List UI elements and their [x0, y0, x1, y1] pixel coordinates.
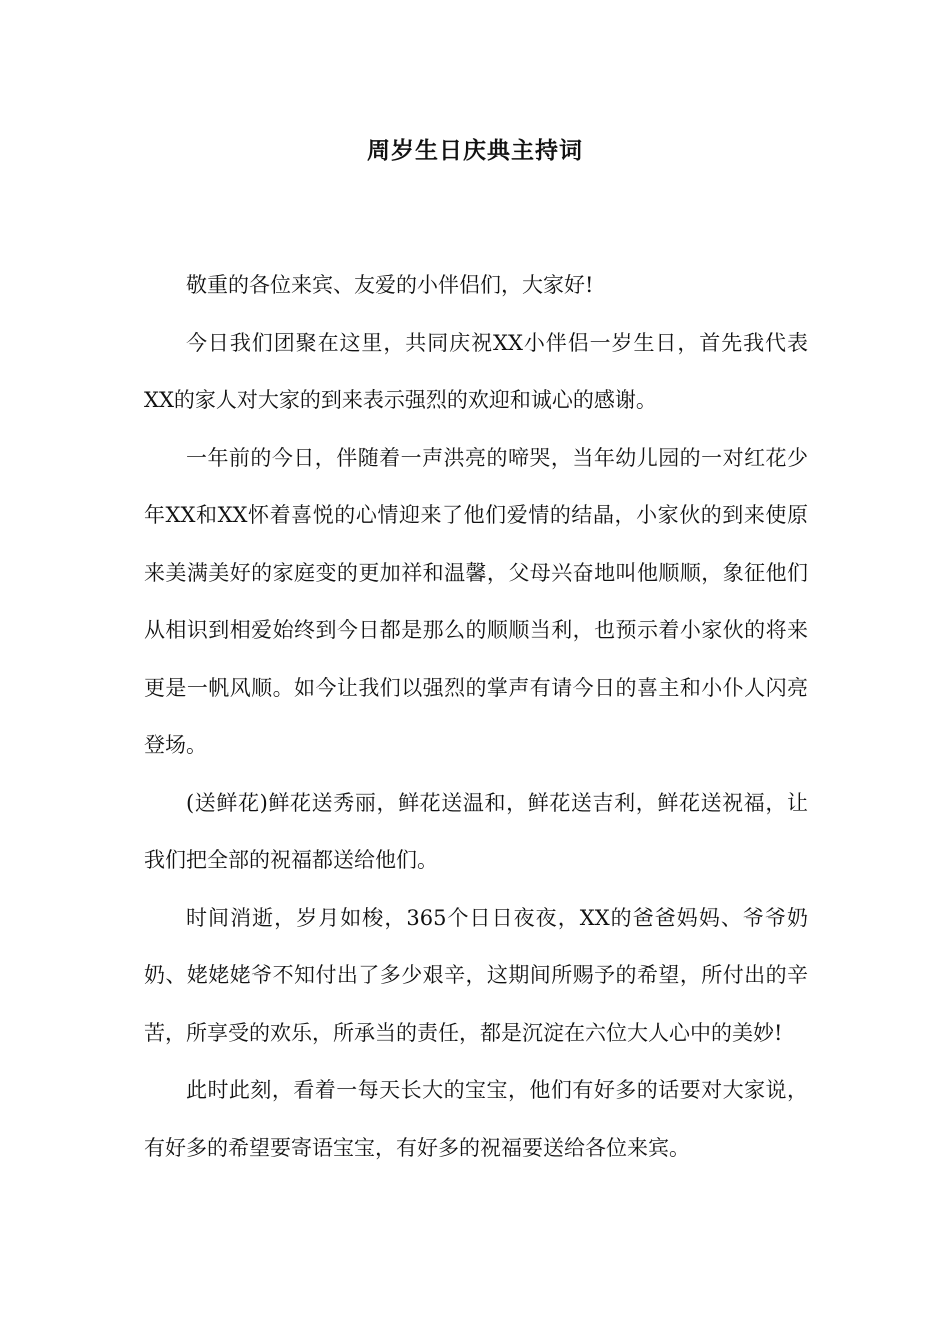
paragraph: 时间消逝，岁月如梭，365个日日夜夜，XX的爸爸妈妈、爷爷奶奶、姥姥姥爷不知付出了多少艰辛，这期间所赐予的希望，所付出的辛苦，所享受的欢乐，所承当的责任，都是沉淀在六位大人心中的美妙!: [144, 905, 808, 1045]
paragraph: 此时此刻，看着一每天长大的宝宝，他们有好多的话要对大家说，有好多的希望要寄语宝宝，有好多的祝福要送给各位来宾。: [144, 1078, 808, 1160]
document-body: [144, 257, 808, 1177]
paragraph: 敬重的各位来宾、友爱的小伴侣们，大家好!: [186, 273, 594, 297]
paragraph: (送鲜花)鲜花送秀丽，鲜花送温和，鲜花送吉利，鲜花送祝福，让我们把全部的祝福都送给他们。: [144, 790, 808, 872]
document-title: 周岁生日庆典主持词: [367, 137, 583, 164]
paragraph: 一年前的今日，伴随着一声洪亮的啼哭，当年幼儿园的一对红花少年XX和XX怀着喜悦的心情迎来了他们爱情的结晶，小家伙的到来使原来美满美好的家庭变的更加祥和温馨，父母兴奋地叫他顺顺，象征他们从相识到相爱始终到今日都是那么的顺顺当利，也预示着小家伙的将来更是一帆风顺。如今让我们以强烈的掌声有请今日的喜主和小仆人闪亮登场。: [144, 445, 808, 757]
paragraph: 今日我们团聚在这里，共同庆祝XX小伴侣一岁生日，首先我代表XX的家人对大家的到来表示强烈的欢迎和诚心的感谢。: [144, 330, 808, 412]
